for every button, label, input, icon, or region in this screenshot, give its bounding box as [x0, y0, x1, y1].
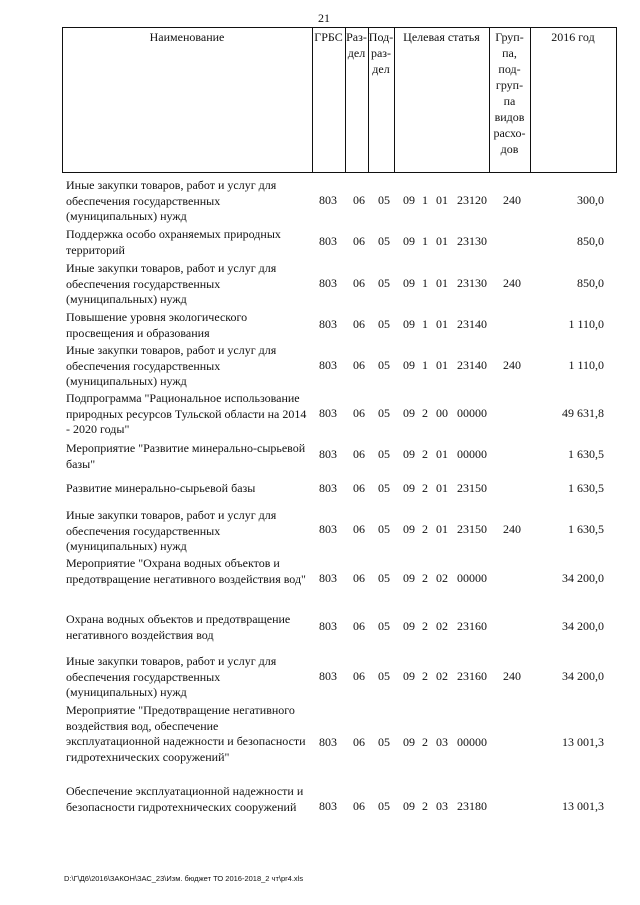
row-pr: 05: [378, 406, 390, 420]
row-name: Подпрограмма "Рациональное использование природных ресурсов Тульской области на 2014 - 2020 годы": [66, 391, 307, 436]
row-t1: 09: [403, 619, 415, 633]
row-name: Обеспечение эксплуатационной надежности и безопасности гидротехнических сооружений: [66, 784, 304, 814]
row-grbs: 803: [319, 619, 337, 633]
row-t1: 09: [403, 276, 415, 290]
row-sum: 850,0: [577, 234, 604, 248]
row-pr: 05: [378, 317, 390, 331]
row-t4: 00000: [457, 406, 487, 420]
header-podrazdel: Под- раз- дел: [368, 30, 394, 76]
row-t2: 2: [422, 619, 428, 633]
row-t3: 01: [436, 276, 448, 290]
row-rz: 06: [353, 799, 365, 813]
row-grbs: 803: [319, 234, 337, 248]
row-sum: 850,0: [577, 276, 604, 290]
row-t2: 1: [422, 358, 428, 372]
row-rz: 06: [353, 317, 365, 331]
row-rz: 06: [353, 571, 365, 585]
header-year: 2016 год: [551, 30, 595, 44]
row-rz: 06: [353, 234, 365, 248]
row-pr: 05: [378, 234, 390, 248]
row-grbs: 803: [319, 669, 337, 683]
row-grbs: 803: [319, 447, 337, 461]
row-grbs: 803: [319, 317, 337, 331]
row-rz: 06: [353, 193, 365, 207]
row-t3: 01: [436, 358, 448, 372]
row-t2: 2: [422, 447, 428, 461]
row-rz: 06: [353, 358, 365, 372]
row-name: Иные закупки товаров, работ и услуг для обеспечения государственных (муниципальных) нужд: [66, 261, 277, 306]
row-t3: 01: [436, 193, 448, 207]
row-t4: 23120: [457, 193, 487, 207]
row-pr: 05: [378, 358, 390, 372]
row-t2: 1: [422, 193, 428, 207]
row-t4: 23180: [457, 799, 487, 813]
row-pr: 05: [378, 481, 390, 495]
row-sum: 34 200,0: [562, 619, 604, 633]
row-pr: 05: [378, 799, 390, 813]
row-sum: 1 630,5: [568, 447, 604, 461]
row-t1: 09: [403, 735, 415, 749]
row-pr: 05: [378, 669, 390, 683]
row-t2: 1: [422, 234, 428, 248]
row-t3: 02: [436, 619, 448, 633]
row-t4: 23160: [457, 619, 487, 633]
row-name: Иные закупки товаров, работ и услуг для обеспечения государственных (муниципальных) нужд: [66, 178, 277, 223]
row-grbs: 803: [319, 735, 337, 749]
row-sum: 1 630,5: [568, 481, 604, 495]
row-sum: 1 110,0: [568, 358, 604, 372]
row-grbs: 803: [319, 571, 337, 585]
row-pr: 05: [378, 571, 390, 585]
row-t3: 01: [436, 317, 448, 331]
row-t4: 23160: [457, 669, 487, 683]
header-grbs: ГРБС: [314, 30, 343, 44]
row-rz: 06: [353, 447, 365, 461]
row-t3: 03: [436, 799, 448, 813]
row-t4: 00000: [457, 735, 487, 749]
row-pr: 05: [378, 735, 390, 749]
row-rz: 06: [353, 481, 365, 495]
row-t1: 09: [403, 669, 415, 683]
row-name: Мероприятие "Охрана водных объектов и предотвращение негативного воздействия вод": [66, 556, 306, 586]
row-sum: 49 631,8: [562, 406, 604, 420]
file-path-footer: D:\Г\Д6\2016\ЗАКОН\ЗАС_23\Изм. бюджет ТО 2016-2018_2 чт\pr4.xls: [64, 874, 304, 883]
row-sum: 13 001,3: [562, 799, 604, 813]
row-t2: 2: [422, 571, 428, 585]
header-target: Целевая статья: [403, 30, 480, 44]
row-grbs: 803: [319, 358, 337, 372]
header-group: Груп- па, под- груп- па видов расхо- дов: [493, 30, 526, 156]
row-pr: 05: [378, 276, 390, 290]
row-t1: 09: [403, 447, 415, 461]
row-t2: 2: [422, 406, 428, 420]
row-t3: 01: [436, 522, 448, 536]
row-t4: 23130: [457, 276, 487, 290]
row-grbs: 803: [319, 406, 337, 420]
row-sum: 1 110,0: [568, 317, 604, 331]
row-sum: 13 001,3: [562, 735, 604, 749]
row-name: Поддержка особо охраняемых природных территорий: [66, 227, 281, 257]
row-name: Иные закупки товаров, работ и услуг для обеспечения государственных (муниципальных) нужд: [66, 508, 277, 553]
row-t4: 23130: [457, 234, 487, 248]
row-pr: 05: [378, 193, 390, 207]
row-t3: 01: [436, 481, 448, 495]
row-grbs: 803: [319, 276, 337, 290]
row-t1: 09: [403, 799, 415, 813]
row-name: Мероприятие "Предотвращение негативного воздействия вод, обеспечение эксплуатационной надежности и безопасности гидротехнических сооружений": [66, 703, 306, 764]
row-pr: 05: [378, 619, 390, 633]
row-t2: 1: [422, 276, 428, 290]
row-t1: 09: [403, 571, 415, 585]
row-pr: 05: [378, 447, 390, 461]
row-rz: 06: [353, 522, 365, 536]
row-pr: 05: [378, 522, 390, 536]
row-t1: 09: [403, 317, 415, 331]
row-t3: 02: [436, 669, 448, 683]
row-t1: 09: [403, 234, 415, 248]
header-razdel: Раз- дел: [346, 30, 367, 60]
row-t3: 03: [436, 735, 448, 749]
row-t2: 2: [422, 799, 428, 813]
row-t4: 23140: [457, 358, 487, 372]
row-name: Мероприятие "Развитие минерально-сырьевой базы": [66, 441, 306, 471]
row-vr: 240: [503, 522, 521, 536]
row-rz: 06: [353, 735, 365, 749]
row-rz: 06: [353, 619, 365, 633]
page-number: 21: [318, 11, 330, 25]
row-sum: 1 630,5: [568, 522, 604, 536]
row-grbs: 803: [319, 799, 337, 813]
row-grbs: 803: [319, 522, 337, 536]
row-rz: 06: [353, 276, 365, 290]
row-name: Иные закупки товаров, работ и услуг для обеспечения государственных (муниципальных) нужд: [66, 654, 277, 699]
row-sum: 34 200,0: [562, 669, 604, 683]
row-t3: 01: [436, 234, 448, 248]
row-rz: 06: [353, 406, 365, 420]
row-t4: 23150: [457, 522, 487, 536]
row-t1: 09: [403, 481, 415, 495]
row-rz: 06: [353, 669, 365, 683]
row-sum: 300,0: [577, 193, 604, 207]
row-vr: 240: [503, 276, 521, 290]
row-t3: 01: [436, 447, 448, 461]
row-name: Повышение уровня экологического просвещения и образования: [66, 310, 248, 340]
row-t4: 23140: [457, 317, 487, 331]
row-t4: 23150: [457, 481, 487, 495]
row-vr: 240: [503, 358, 521, 372]
row-name: Иные закупки товаров, работ и услуг для обеспечения государственных (муниципальных) нужд: [66, 343, 277, 388]
row-t1: 09: [403, 193, 415, 207]
row-t4: 00000: [457, 571, 487, 585]
row-sum: 34 200,0: [562, 571, 604, 585]
row-t2: 2: [422, 522, 428, 536]
header-name: Наименование: [149, 30, 225, 44]
row-vr: 240: [503, 193, 521, 207]
row-t1: 09: [403, 406, 415, 420]
row-t2: 2: [422, 481, 428, 495]
row-grbs: 803: [319, 481, 337, 495]
row-t1: 09: [403, 522, 415, 536]
row-t2: 2: [422, 735, 428, 749]
row-t3: 02: [436, 571, 448, 585]
row-name: Развитие минерально-сырьевой базы: [66, 481, 256, 495]
row-vr: 240: [503, 669, 521, 683]
row-grbs: 803: [319, 193, 337, 207]
row-t2: 2: [422, 669, 428, 683]
row-t1: 09: [403, 358, 415, 372]
row-name: Охрана водных объектов и предотвращение негативного воздействия вод: [66, 612, 291, 642]
row-t3: 00: [436, 406, 448, 420]
row-t4: 00000: [457, 447, 487, 461]
row-t2: 1: [422, 317, 428, 331]
